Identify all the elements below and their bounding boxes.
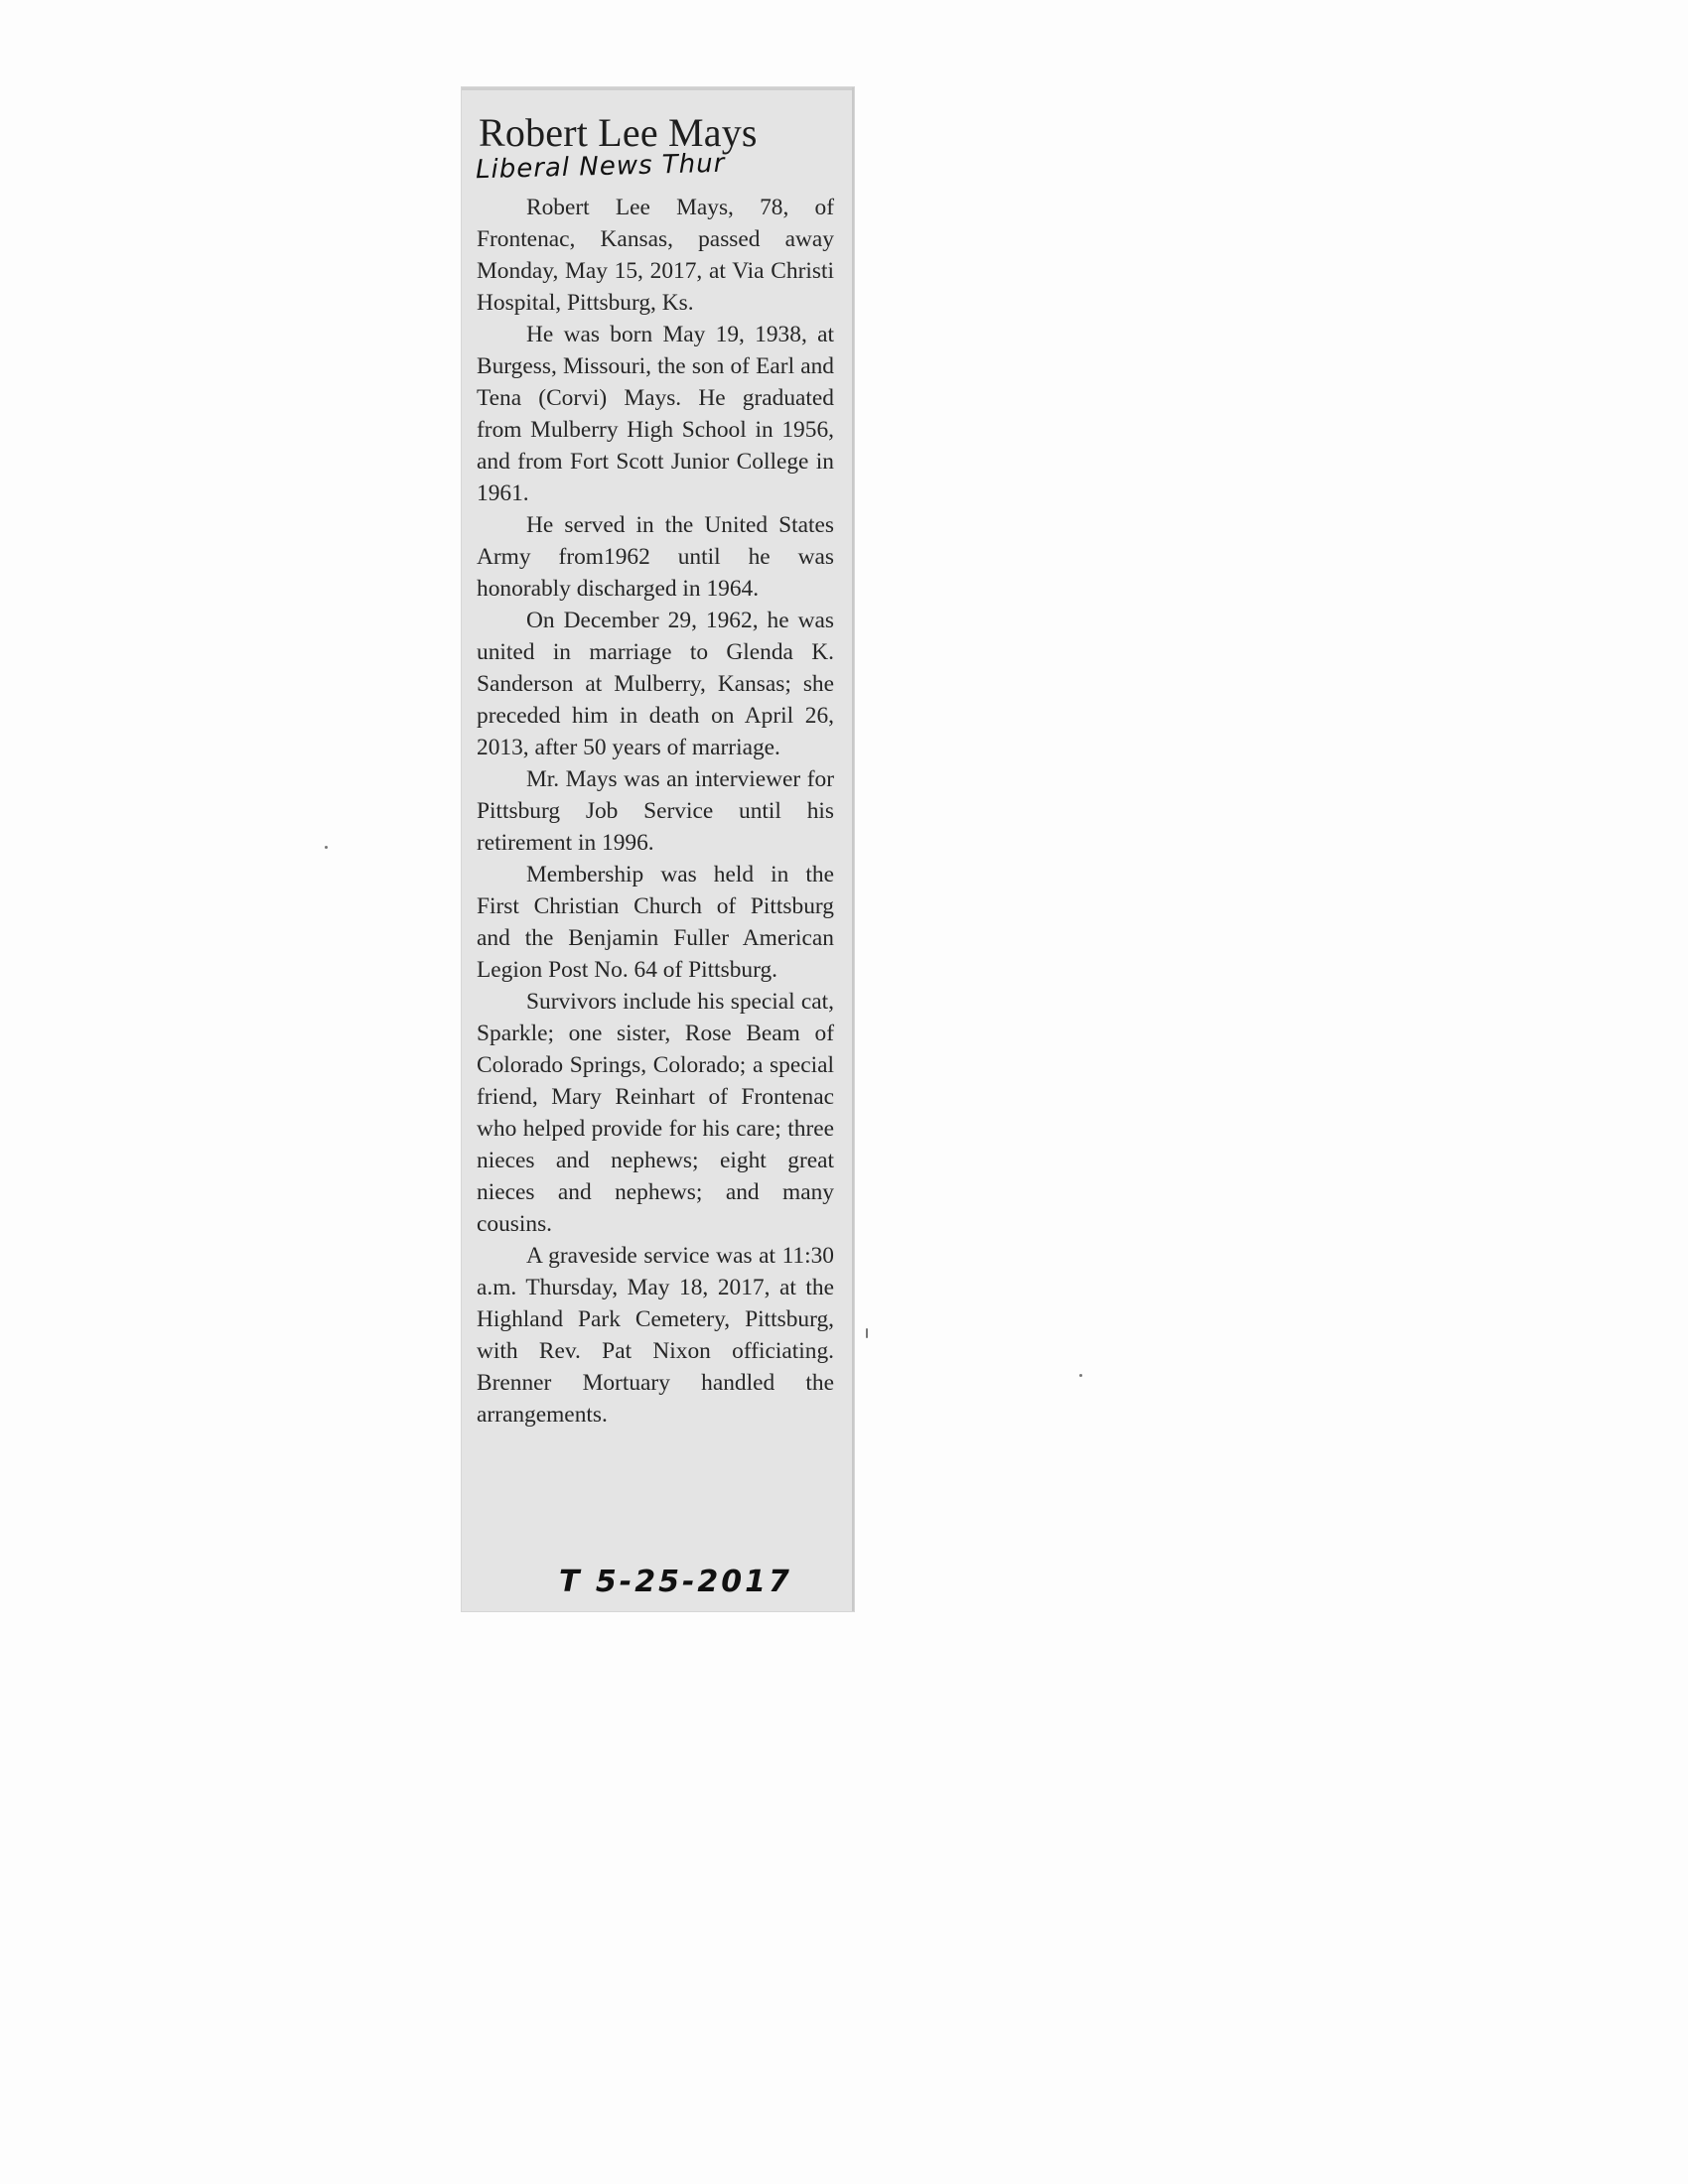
scan-speck [325,846,328,849]
paragraph-death-notice: Robert Lee Mays, 78, of Frontenac, Kansas, passed away Monday, May 15, 2017, at Via Christi Hospital, Pittsburg, Ks. [477,195,834,316]
obituary-body [477,192,834,1431]
clipping-top-edge [462,87,854,90]
paragraph-military-service: He served in the United States Army from1962 until he was honorably discharged in 1964. [477,512,834,602]
paragraph-career: Mr. Mays was an interviewer for Pittsburg Job Service until his retirement in 1996. [477,766,834,856]
scan-speck [1079,1374,1082,1377]
scan-speck [866,1328,868,1338]
handwritten-source-note: Liberal News Thur [475,148,726,186]
paragraph-survivors: Survivors include his special cat, Sparkle; one sister, Rose Beam of Colorado Springs, Colorado; a special friend, Mary Reinhart of Frontenac who helped provide for his care; three nieces and nephews; eight great nieces and nephews; and many cousins. [477,989,834,1237]
handwritten-date-note: T 5-25-2017 [559,1565,792,1599]
paragraph-memberships: Membership was held in the First Christian Church of Pittsburg and the Benjamin Fuller American Legion Post No. 64 of Pittsburg. [477,862,834,983]
obituary-clipping [462,87,854,1611]
paragraph-birth-education: He was born May 19, 1938, at Burgess, Missouri, the son of Earl and Tena (Corvi) Mays. He graduated from Mulberry High School in 1956, and from Fort Scott Junior College in 1961. [477,322,834,506]
paragraph-marriage: On December 29, 1962, he was united in marriage to Glenda K. Sanderson at Mulberry, Kansas; she preceded him in death on April 26, 2013, after 50 years of marriage. [477,608,834,760]
obituary-headline: Robert Lee Mays [479,110,758,155]
clipping-right-edge [852,87,854,1611]
paragraph-service: A graveside service was at 11:30 a.m. Thursday, May 18, 2017, at the Highland Park Cemetery, Pittsburg, with Rev. Pat Nixon officiating. Brenner Mortuary handled the arrangements. [477,1243,834,1428]
